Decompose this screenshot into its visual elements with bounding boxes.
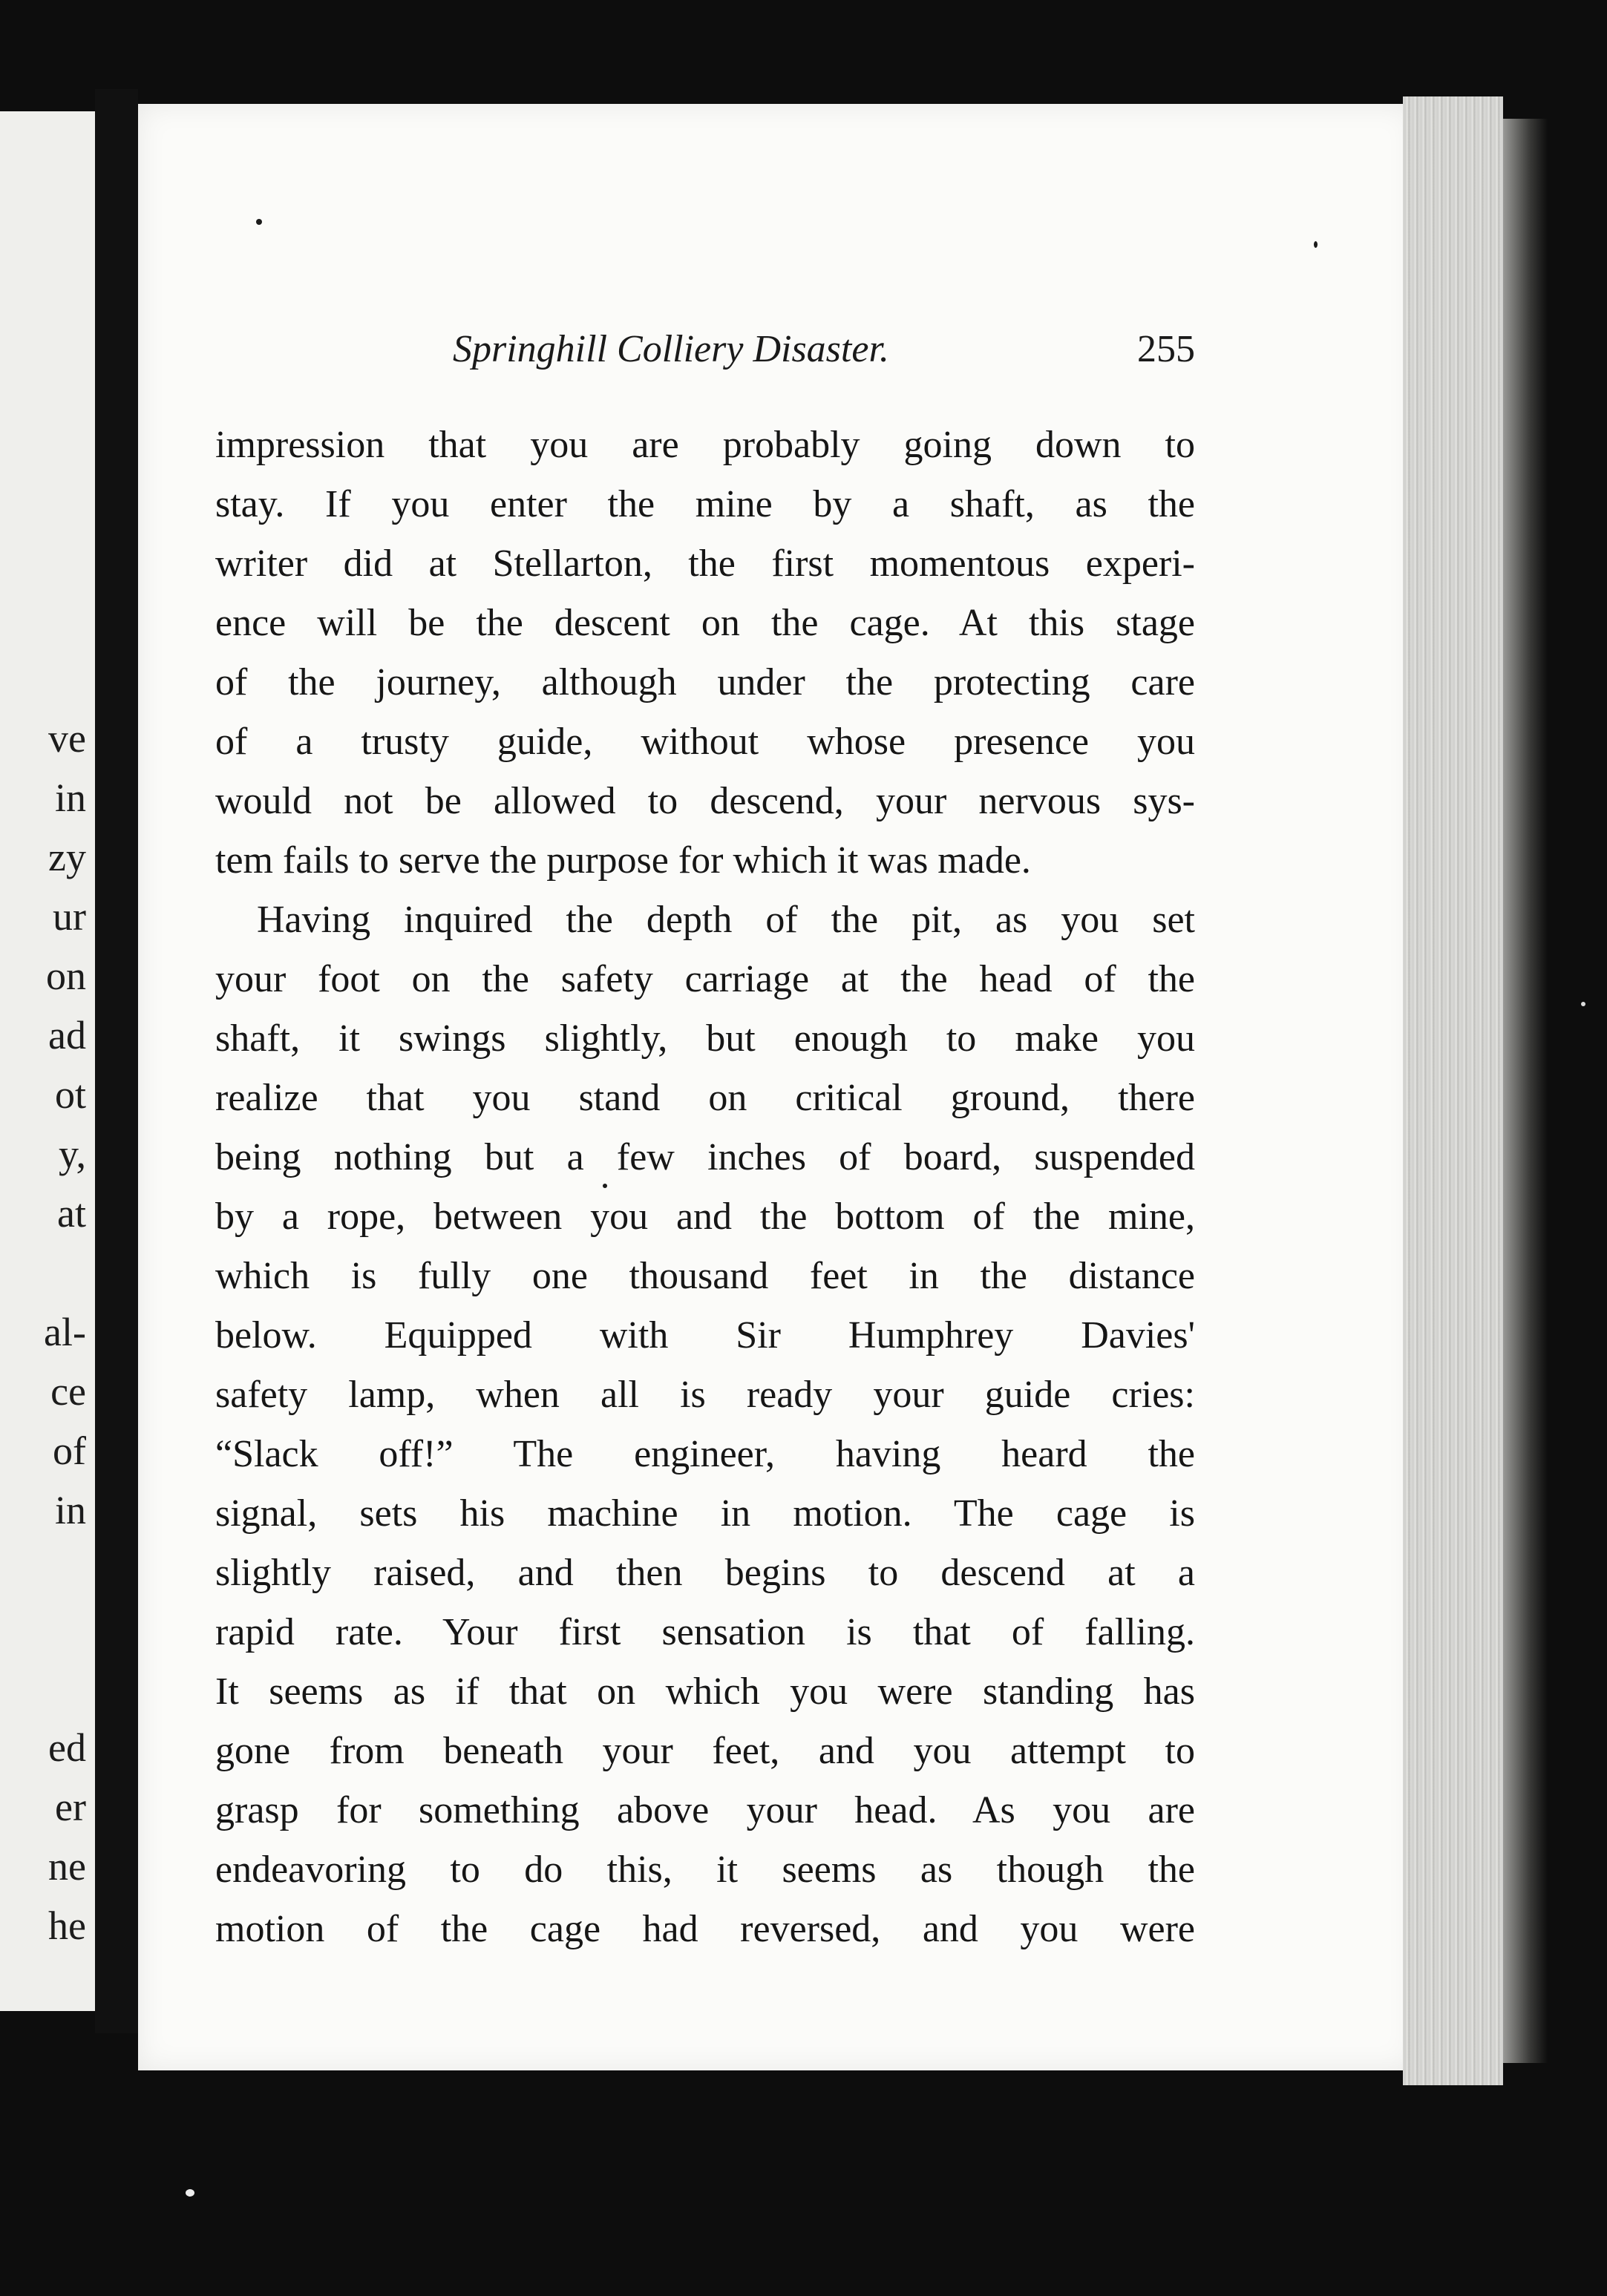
text-line: ence will be the descent on the cage. At this stage [215,602,1195,644]
text-line: grasp for something above your head. As you are [215,1789,1195,1831]
running-title: Springhill Colliery Disaster. [453,328,889,370]
facing-page-edge [0,111,95,2011]
scan-speck [256,219,262,225]
facing-fragment: ed [48,1725,86,1770]
text-line: endeavoring to do this, it seems as though the [215,1849,1195,1891]
page-edge-shadow [1503,119,1548,2063]
text-line: Having inquired the depth of the pit, as you set [257,899,1195,941]
text-line: impression that you are probably going down to [215,424,1195,466]
text-line: writer did at Stellarton, the first momentous experi- [215,542,1195,585]
text-line: slightly raised, and then begins to descend at a [215,1552,1195,1594]
text-line: below. Equipped with Sir Humphrey Davies' [215,1314,1195,1357]
text-line: tem fails to serve the purpose for which it was made. [215,839,1031,882]
page-header [453,324,1195,375]
text-line: by a rope, between you and the bottom of the mine, [215,1195,1195,1238]
text-line: which is fully one thousand feet in the distance [215,1255,1195,1297]
text-line: your foot on the safety carriage at the head of the [215,958,1195,1000]
text-line: would not be allowed to descend, your nervous sys- [215,780,1195,822]
page-number: 255 [1137,328,1195,370]
text-line: gone from beneath your feet, and you attempt to [215,1730,1195,1772]
facing-fragment: on [46,954,86,998]
facing-fragment: y, [59,1132,86,1176]
scan-speck [186,2189,194,2197]
facing-fragment: er [55,1785,86,1829]
text-line: of the journey, although under the protecting care [215,661,1195,703]
facing-fragment: of [53,1429,86,1473]
book-gutter [95,89,138,2033]
text-line: stay. If you enter the mine by a shaft, as the [215,483,1195,525]
text-line: “Slack off!” The engineer, having heard the [215,1433,1195,1475]
facing-fragment: ad [48,1013,86,1057]
facing-fragment: zy [48,835,86,879]
scan-speck [1314,241,1318,248]
text-line: of a trusty guide, without whose presence you [215,721,1195,763]
facing-fragment: ne [48,1844,86,1889]
facing-fragment: al- [44,1310,86,1354]
scan-speck [603,1184,607,1188]
facing-fragment: in [54,1488,86,1532]
scan-speck [1581,1002,1585,1006]
text-line: signal, sets his machine in motion. The cage is [215,1492,1195,1535]
text-line: safety lamp, when all is ready your guide cries: [215,1374,1195,1416]
facing-fragment: in [54,775,86,820]
facing-fragment: ur [53,894,86,939]
page-stack-edge [1403,96,1503,2085]
text-line: It seems as if that on which you were standing has [215,1670,1195,1713]
body-text [215,416,1195,1959]
text-line: realize that you stand on critical ground, there [215,1077,1195,1119]
facing-fragment: ve [48,716,86,761]
facing-fragment: ot [54,1072,86,1117]
text-line: motion of the cage had reversed, and you were [215,1908,1195,1950]
facing-fragment: ce [50,1369,86,1414]
text-line: being nothing but a few inches of board, suspended [215,1136,1195,1178]
text-line: shaft, it swings slightly, but enough to make you [215,1017,1195,1060]
text-line: rapid rate. Your first sensation is that of falling. [215,1611,1195,1653]
facing-fragment: he [48,1903,86,1948]
facing-fragment: at [57,1191,86,1236]
